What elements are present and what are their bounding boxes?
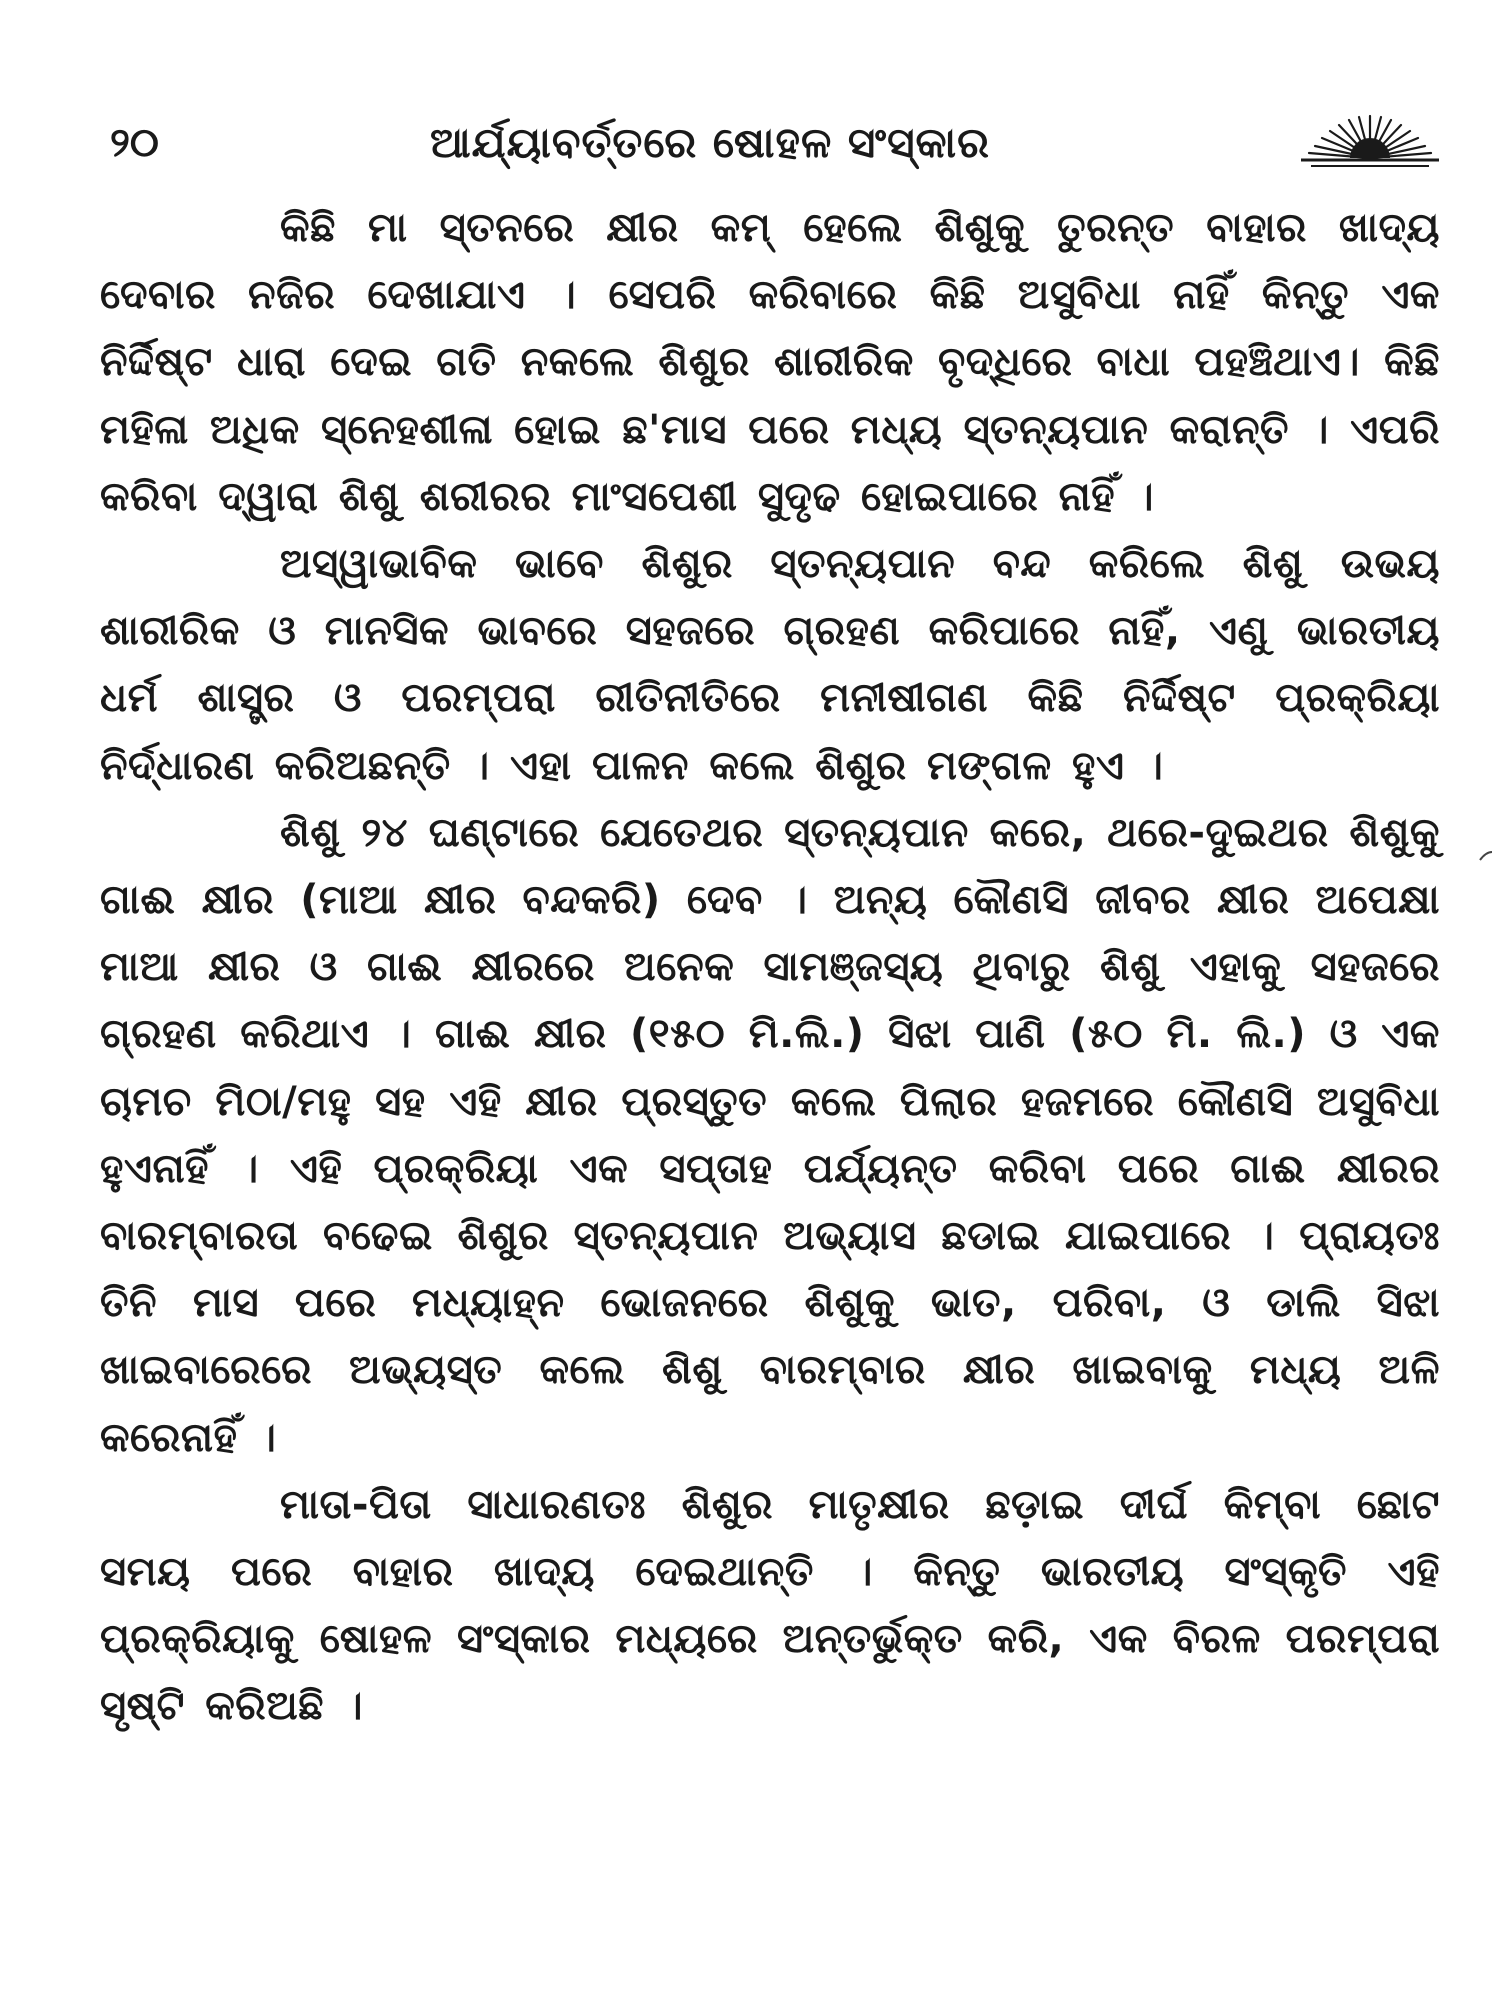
margin-mark	[1478, 850, 1494, 862]
paragraph: ମାତା-ପିତା ସାଧାରଣତଃ ଶିଶୁର ମାତୃକ୍ଷୀର ଛଡ଼ାଇ ଦୀର୍ଘ କିମ୍ବା ଛୋଟ ସମୟ ପରେ ବାହାର ଖାଦ୍ୟ ଦେଇଥାନ୍ତି । କିନ୍ତୁ ଭାରତୀୟ ସଂସ୍କୃତି ଏହି ପ୍ରକ୍ରିୟାକୁ ଷୋହଳ ସଂସ୍କାର ମଧ୍ୟରେ ଅନ୍ତର୍ଭୁକ୍ତ କରି, ଏକ ବିରଳ ପରମ୍ପରା ସୃଷ୍ଟି କରିଅଛି ।	[100, 1481, 1440, 1730]
paragraph: କିଛି ମା ସ୍ତନରେ କ୍ଷୀର କମ୍ ହେଲେ ଶିଶୁକୁ ତୁରନ୍ତ ବାହାର ଖାଦ୍ୟ ଦେବାର ନଜିର ଦେଖାଯାଏ । ସେପରି କରିବାରେ କିଛି ଅସୁବିଧା ନାହିଁ କିନ୍ତୁ ଏକ ନିର୍ଦ୍ଦିଷ୍ଟ ଧାରା ଦେଇ ଗତି ନକଲେ ଶିଶୁର ଶାରୀରିକ ବୃଦ୍ଧିରେ ବାଧା ପହଞ୍ଚିଥାଏ। କିଛି ମହିଳା ଅଧିକ ସ୍ନେହଶୀଳା ହୋଇ ଛ'ମାସ ପରେ ମଧ୍ୟ ସ୍ତନ୍ୟପାନ କରାନ୍ତି । ଏପରି କରିବା ଦ୍ୱାରା ଶିଶୁ ଶରୀରର ମାଂସପେଶୀ ସୁଦୃଢ ହୋଇପାରେ ନାହିଁ ।	[100, 205, 1440, 520]
paragraph: ଅସ୍ୱାଭାବିକ ଭାବେ ଶିଶୁର ସ୍ତନ୍ୟପାନ ବନ୍ଦ କରିଲେ ଶିଶୁ ଉଭୟ ଶାରୀରିକ ଓ ମାନସିକ ଭାବରେ ସହଜରେ ଗ୍ରହଣ କରିପାରେ ନାହିଁ, ଏଣୁ ଭାରତୀୟ ଧର୍ମ ଶାସ୍ତ୍ର ଓ ପରମ୍ପରା ରୀତିନୀତିରେ ମନୀଷୀଗଣ କିଛି ନିର୍ଦ୍ଦିଷ୍ଟ ପ୍ରକ୍ରିୟା ନିର୍ଦ୍ଧାରଣ କରିଅଛନ୍ତି । ଏହା ପାଳନ କଲେ ଶିଶୁର ମଙ୍ଗଳ ହୁଏ ।	[100, 541, 1440, 789]
page-header	[100, 108, 1440, 178]
running-title: ଆର୍ଯ୍ୟାବର୍ତ୍ତରେ ଷୋହଳ ସଂସ୍କାର	[430, 118, 990, 167]
page-number: ୨୦	[110, 120, 159, 166]
body-text	[100, 195, 1440, 1741]
sunburst-icon	[1295, 110, 1445, 170]
paragraph: ଶିଶୁ ୨୪ ଘଣ୍ଟାରେ ଯେତେଥର ସ୍ତନ୍ୟପାନ କରେ, ଥରେ-ଦୁଇଥର ଶିଶୁକୁ ଗାଈ କ୍ଷୀର (ମାଆ କ୍ଷୀର ବନ୍ଦକରି) ଦେବ । ଅନ୍ୟ କୌଣସି ଜୀବର କ୍ଷୀର ଅପେକ୍ଷା ମାଆ କ୍ଷୀର ଓ ଗାଈ କ୍ଷୀରରେ ଅନେକ ସାମଞ୍ଜସ୍ୟ ଥିବାରୁ ଶିଶୁ ଏହାକୁ ସହଜରେ ଗ୍ରହଣ କରିଥାଏ । ଗାଈ କ୍ଷୀର (୧୫୦ ମି.ଲି.) ସିଝା ପାଣି (୫୦ ମି. ଲି.) ଓ ଏକ ଚାମଚ ମିଠା/ମହୁ ସହ ଏହି କ୍ଷୀର ପ୍ରସ୍ତୁତ କଲେ ପିଲାର ହଜମରେ କୌଣସି ଅସୁବିଧା ହୁଏନାହିଁ । ଏହି ପ୍ରକ୍ରିୟା ଏକ ସପ୍ତାହ ପର୍ଯ୍ୟନ୍ତ କରିବା ପରେ ଗାଈ କ୍ଷୀରର ବାରମ୍ବାରତା ବଢେଇ ଶିଶୁର ସ୍ତନ୍ୟପାନ ଅଭ୍ୟାସ ଛଡାଇ ଯାଇପାରେ । ପ୍ରାୟତଃ ତିନି ମାସ ପରେ ମଧ୍ୟାହ୍ନ ଭୋଜନରେ ଶିଶୁକୁ ଭାତ, ପରିବା, ଓ ଡାଲି ସିଝା ଖାଇବାରେରେ ଅଭ୍ୟସ୍ତ କଲେ ଶିଶୁ ବାରମ୍ବାର କ୍ଷୀର ଖାଇବାକୁ ମଧ୍ୟ ଅଳି କରେନାହିଁ ।	[100, 809, 1440, 1461]
